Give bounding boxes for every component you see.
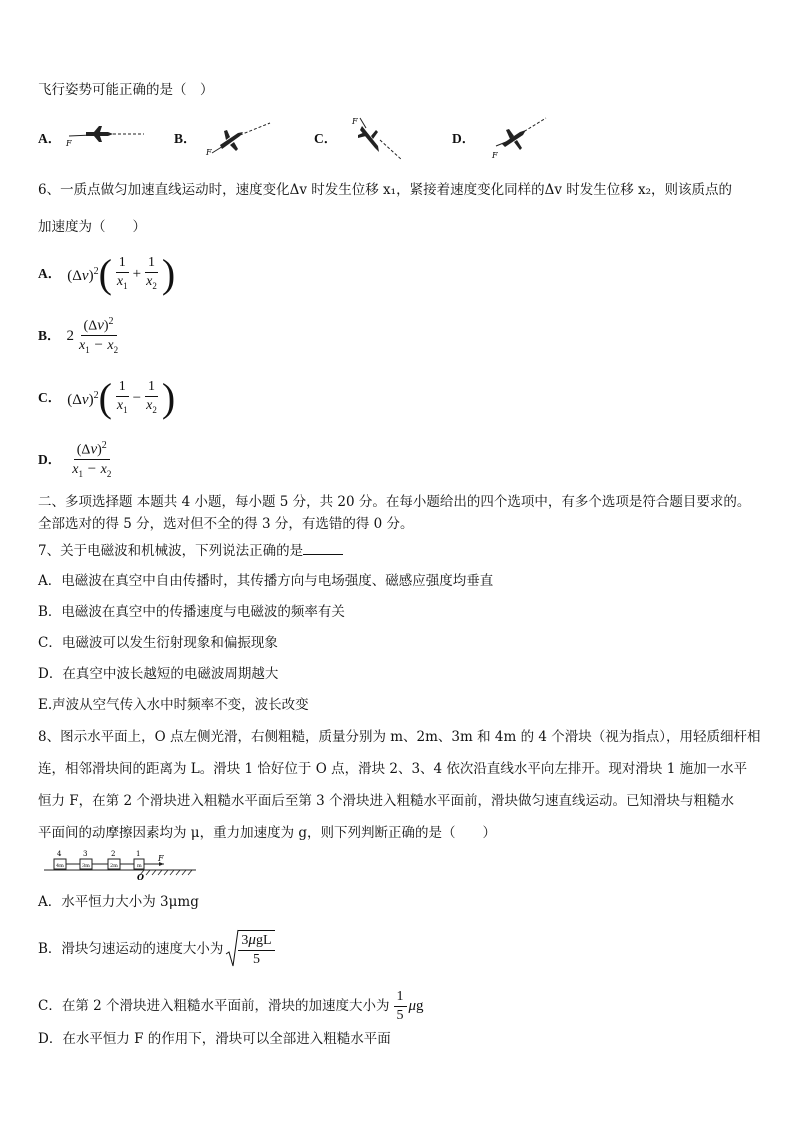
q6-option-c-formula: $(\Delta v)^2$ ( $\frac{1}{x_1}$ − $\frac{1}{x_2}$ ) <box>67 375 176 420</box>
q5-stem-tail: 飞行姿势可能正确的是（ ） <box>38 82 214 98</box>
q8-option-c-text: 在第 2 个滑块进入粗糙水平面前，滑块的加速度大小为 <box>61 998 390 1014</box>
section2-heading-line2: 全部选对的得 5 分，选对但不全的得 3 分，有选错的得 0 分。 <box>38 516 414 532</box>
q8-block-1-num: 1 <box>136 850 141 858</box>
q6-option-a <box>38 252 175 296</box>
q6-option-d-formula: $\frac{(\Delta v)^2}{x_1 - x_2}$ <box>72 439 112 480</box>
q8-option-a-text: 水平恒力大小为 3μmg <box>61 894 199 910</box>
q6-stem-line1: 6、一质点做匀加速直线运动时，速度变化Δv 时发生位移 x₁，紧接着速度变化同样的Δv 时发生位移 x₂，则该质点的 <box>38 182 733 198</box>
q5-option-c-figure <box>346 114 406 164</box>
q5-b-force: F <box>206 148 212 157</box>
q5-option-d-figure <box>486 114 552 160</box>
q6-option-b-label: B． <box>38 328 61 343</box>
q7-option-c: C．电磁波可以发生衍射现象和偏振现象 <box>38 635 278 651</box>
q6-option-c-label: C． <box>38 390 62 405</box>
q8-stem-line4: 平面间的动摩擦因素均为 μ，重力加速度为 g，则下列判断正确的是（ ） <box>38 825 496 841</box>
q7-option-d: D．在真空中波长越短的电磁波周期越大 <box>38 666 279 682</box>
q8-force-label: F <box>158 854 164 863</box>
q5-option-b-figure <box>200 115 272 157</box>
q7-stem-text: 7、关于电磁波和机械波，下列说法正确的是 <box>38 543 304 559</box>
q8-option-b-formula: $\frac{\text{3μgL}}{5}$ <box>225 928 276 970</box>
q5-option-a-figure <box>64 122 146 150</box>
q6-option-d <box>38 438 116 482</box>
q8-block-3-mass: 3m <box>82 863 90 869</box>
q8-block-1-mass: m <box>137 863 142 869</box>
q5-d-force: F <box>492 151 498 160</box>
q5-option-d-label: D． <box>452 131 476 146</box>
q8-option-b-label: B． <box>38 941 62 957</box>
q8-block-4-mass: 4m <box>56 863 64 869</box>
q8-stem-line3: 恒力 F，在第 2 个滑块进入粗糙水平面后至第 3 个滑块进入粗糙水平面前，滑块做匀速直线运动。已知滑块与粗糙水 <box>38 793 734 809</box>
q8-option-d-label: D． <box>38 1031 63 1047</box>
q7-option-a: A．电磁波在真空中自由传播时，其传播方向与电场强度、磁感应强度均垂直 <box>38 573 494 589</box>
q5-option-a-label: A． <box>38 131 62 146</box>
q8-block-3-num: 3 <box>83 850 88 858</box>
q8-origin-label: O <box>137 872 144 882</box>
q7-option-e: E.声波从空气传入水中时频率不变，波长改变 <box>38 697 309 713</box>
q6-stem-line2: 加速度为（ ） <box>38 219 146 235</box>
q5-c-force: F <box>352 117 358 126</box>
q6-option-a-label: A． <box>38 266 62 281</box>
q8-option-c-label: C． <box>38 998 62 1014</box>
q6-option-c <box>38 376 175 420</box>
q6-option-d-label: D． <box>38 452 62 467</box>
q5-option-c-label: C． <box>314 131 338 146</box>
q7-stem <box>38 542 343 559</box>
q5-option-b-label: B． <box>174 131 197 146</box>
q8-stem-line2: 连，相邻滑块间的距离为 L。滑块 1 恰好位于 O 点，滑块 2、3、4 依次沿直线水平向左排开。现对滑块 1 施加一水平 <box>38 761 748 777</box>
q8-option-a <box>38 894 199 910</box>
q8-option-a-label: A． <box>38 894 62 910</box>
q8-option-d-text: 在水平恒力 F 的作用下，滑块可以全部进入粗糙水平面 <box>62 1031 391 1047</box>
q8-option-d <box>38 1031 391 1047</box>
q8-figure <box>40 846 200 882</box>
q8-option-b <box>38 926 277 972</box>
q8-block-2-mass: 2m <box>110 863 118 869</box>
q8-option-c <box>38 986 424 1026</box>
q8-option-b-text: 滑块匀速运动的速度大小为 <box>61 941 224 957</box>
q7-option-b: B．电磁波在真空中的传播速度与电磁波的频率有关 <box>38 604 345 620</box>
q8-option-c-formula: $\frac{1}{5}$ μ g <box>392 989 424 1024</box>
q5-a-force: F <box>66 139 72 148</box>
section2-heading-line1: 二、多项选择题 本题共 4 小题，每小题 5 分，共 20 分。在每小题给出的四个选项中，有多个选项是符合题目要求的。 <box>38 494 751 510</box>
q6-option-b-formula: 2 $\frac{(\Delta v)^2}{x_1 - x_2}$ <box>66 315 119 356</box>
q6-option-b <box>38 314 123 358</box>
q8-stem-line1: 8、图示水平面上，O 点左侧光滑，右侧粗糙，质量分别为 m、2m、3m 和 4m 的 4 个滑块（视为指点），用轻质细杆相 <box>38 729 761 745</box>
q7-answer-blank <box>303 542 343 555</box>
q8-block-4-num: 4 <box>57 850 62 858</box>
q8-block-2-num: 2 <box>111 850 116 858</box>
q6-option-a-formula: $(\Delta v)^2$ ( $\frac{1}{x_1}$ + $\frac{1}{x_2}$ ) <box>67 251 176 296</box>
